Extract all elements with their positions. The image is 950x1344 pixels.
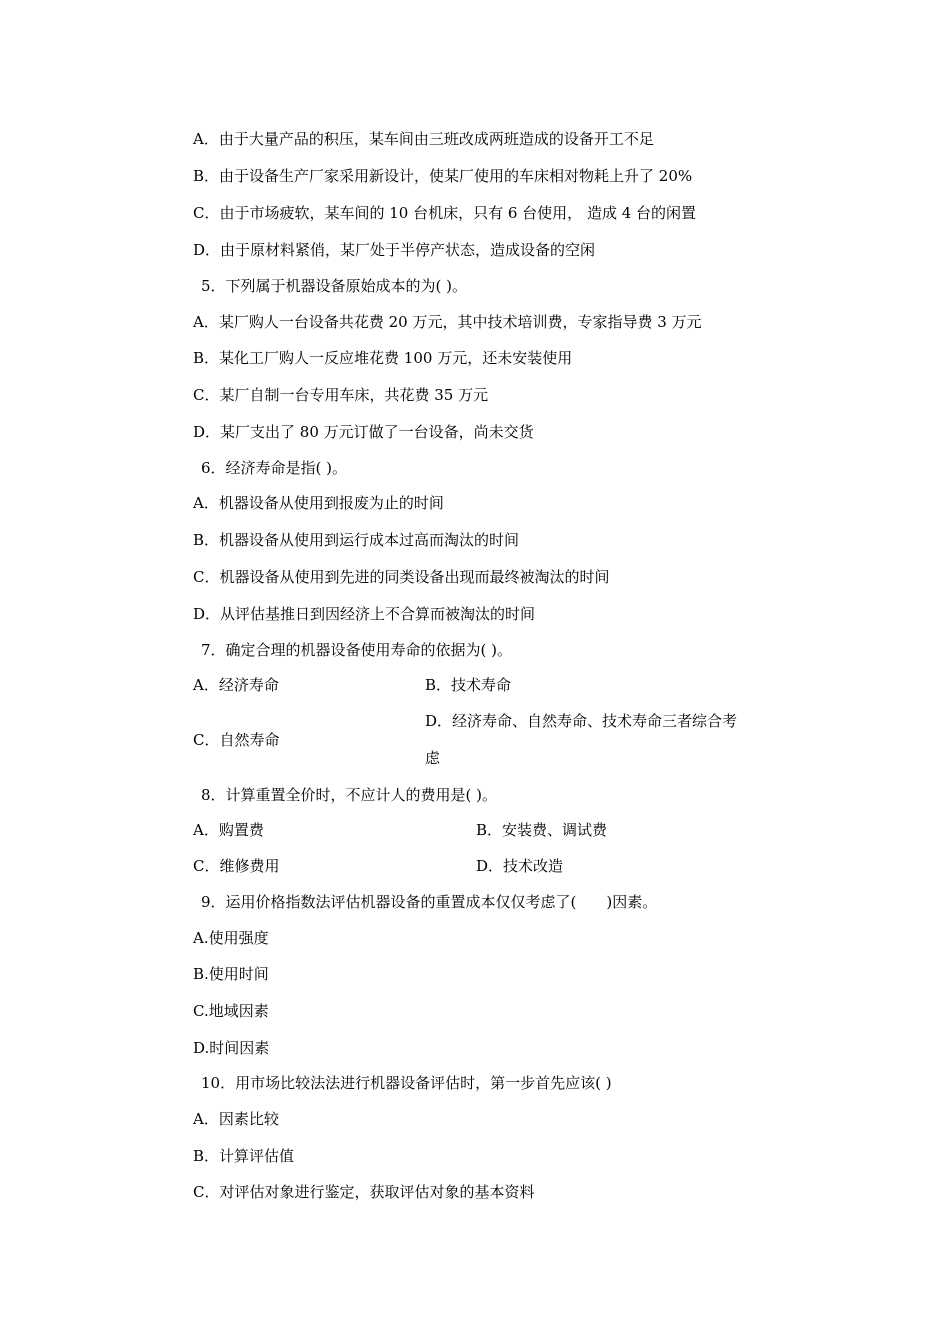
q4-option-c: C．由于市场疲软，某车间的 10 台机床，只有 6 台使用， 造成 4 台的闲置 [193, 204, 697, 222]
q8-option-b: B．安装费、调试费 [476, 821, 608, 839]
q6-option-a: A．机器设备从使用到报废为止的时间 [193, 494, 444, 512]
q10-option-a: A．因素比较 [193, 1110, 279, 1128]
q8-option-d: D．技术改造 [476, 857, 564, 875]
q5-stem: 5．下列属于机器设备原始成本的为( )。 [201, 277, 468, 295]
q6-option-b: B．机器设备从使用到运行成本过高而淘汰的时间 [193, 531, 520, 549]
q6-option-d: D．从评估基推日到因经济上不合算而被淘汰的时间 [193, 605, 536, 623]
q9-option-d: D.时间因素 [193, 1039, 270, 1057]
q7-stem: 7．确定合理的机器设备使用寿命的依据为( )。 [201, 641, 513, 659]
q10-option-b: B．计算评估值 [193, 1147, 295, 1165]
q6-stem: 6．经济寿命是指( )。 [201, 459, 348, 477]
q4-option-b: B．由于设备生产厂家采用新设计，使某厂使用的车床相对物耗上升了 20% [193, 167, 693, 185]
q9-option-a: A.使用强度 [193, 929, 269, 947]
q8-option-c: C．维修费用 [193, 857, 280, 875]
q9-stem: 9．运用价格指数法评估机器设备的重置成本仅仅考虑了( )因素。 [201, 893, 658, 911]
q5-option-c: C．某厂自制一台专用车床，共花费 35 万元 [193, 386, 489, 404]
q8-option-a: A．购置费 [193, 821, 264, 839]
q5-option-d: D．某厂支出了 80 万元订做了一台设备，尚未交货 [193, 423, 534, 441]
q7-option-b: B．技术寿命 [425, 676, 512, 694]
q10-option-c: C．对评估对象进行鉴定，获取评估对象的基本资料 [193, 1183, 535, 1201]
q10-stem: 10．用市场比较法法进行机器设备评估时，第一步首先应该( ) [201, 1074, 612, 1092]
q7-option-d-line2: 虑 [425, 749, 441, 767]
q9-option-b: B.使用时间 [193, 965, 269, 983]
q4-option-a: A．由于大量产品的积压，某车间由三班改成两班造成的设备开工不足 [193, 130, 654, 148]
q5-option-b: B．某化工厂购人一反应堆花费 100 万元，还未安装使用 [193, 349, 573, 367]
q7-option-a: A．经济寿命 [193, 676, 279, 694]
q7-option-c: C．自然寿命 [193, 731, 280, 749]
q9-option-c: C.地域因素 [193, 1002, 269, 1020]
q4-option-d: D．由于原材料紧俏，某厂处于半停产状态，造成设备的空闲 [193, 241, 596, 259]
q6-option-c: C．机器设备从使用到先进的同类设备出现而最终被淘汰的时间 [193, 568, 610, 586]
q7-option-d-line1: D．经济寿命、自然寿命、技术寿命三者综合考 [425, 712, 738, 730]
q8-stem: 8．计算重置全价时，不应计人的费用是( )。 [201, 786, 498, 804]
q5-option-a: A．某厂购人一台设备共花费 20 万元，其中技术培训费，专家指导费 3 万元 [193, 313, 702, 331]
